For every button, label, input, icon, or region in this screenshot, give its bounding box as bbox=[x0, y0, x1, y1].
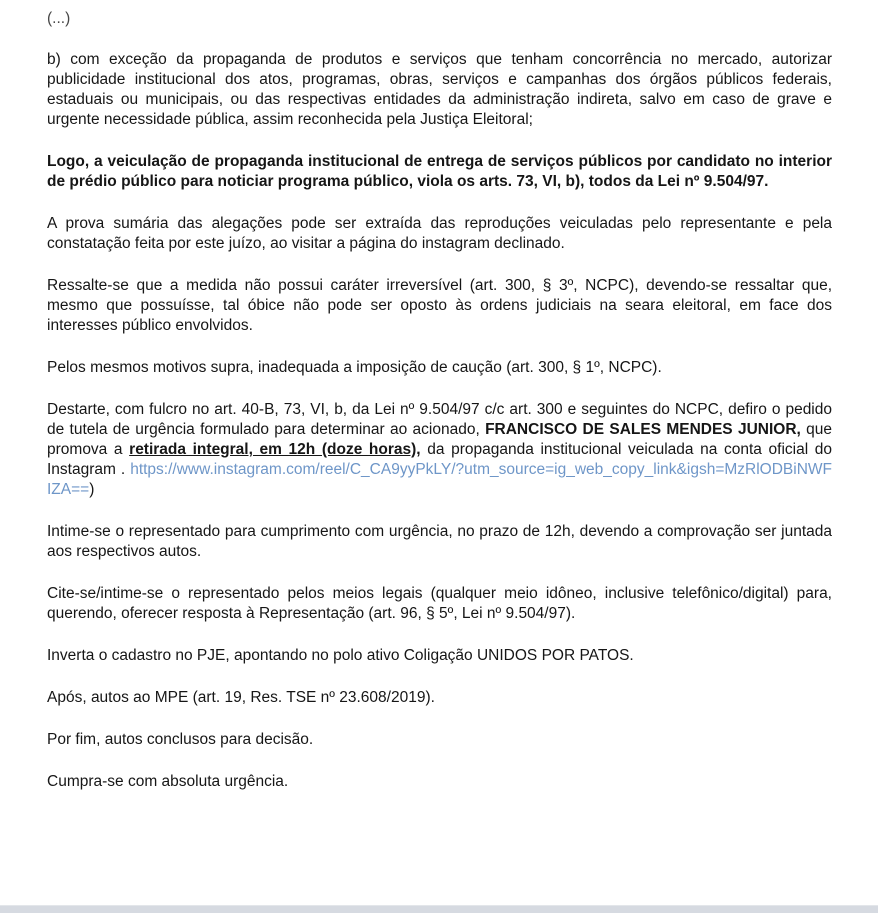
paragraph-urgency-closing: Cumpra-se com absoluta urgência. bbox=[47, 773, 289, 790]
paragraph-notification-compliance: Intime-se o representado para cumprimento com urgência, no prazo de 12h, devendo a comprovação ser juntada aos respectivos autos. bbox=[47, 523, 832, 560]
removal-deadline-emphasis: retirada integral, em 12h (doze horas), bbox=[129, 441, 421, 458]
paragraph-no-bond: Pelos mesmos motivos supra, inadequada a imposição de caução (art. 300, § 1º, NCPC). bbox=[47, 359, 662, 376]
paragraph-pje-registry: Inverta o cadastro no PJE, apontando no polo ativo Coligação UNIDOS POR PATOS. bbox=[47, 647, 634, 664]
order-lead-text: Destarte, com fulcro no art. 40-B, 73, VI, b, da Lei nº 9.504/97 c/c art. 300 e seguintes do NCPC, defiro o pedido de tutela de urgência formulado para determinar ao acionado, bbox=[47, 401, 832, 438]
paragraph-conclusos: Por fim, autos conclusos para decisão. bbox=[47, 731, 314, 748]
ellipsis-marker: (...) bbox=[47, 10, 71, 27]
order-mid-text: que promova a bbox=[47, 421, 832, 458]
paragraph-exception-clause: b) com exceção da propaganda de produtos e serviços que tenham concorrência no mercado, autorizar publicidade institucional dos atos, programas, obras, serviços e campanhas dos órgãos públicos federais, estaduais ou municipais, ou das respectivas entidades da administração indireta, salvo em caso de grave e urgente necessidade pública, assim reconhecida pela Justiça Eleitoral; bbox=[47, 51, 832, 128]
paragraph-violation-conclusion: Logo, a veiculação de propaganda institucional de entrega de serviços públicos por candidato no interior de prédio público para noticiar programa público, viola os arts. 73, VI, b), todos da Lei nº 9.504/97. bbox=[47, 153, 832, 190]
instagram-reel-link[interactable]: https://www.instagram.com/reel/C_CA9yyPkLY/?utm_source=ig_web_copy_link&igsh=MzRlODBiNWFIZA== bbox=[47, 461, 832, 498]
paragraph-irreversibility: Ressalte-se que a medida não possui caráter irreversível (art. 300, § 3º, NCPC), devendo-se ressaltar que, mesmo que possuísse, tal óbice não pode ser oposto às ordens judiciais na seara eleitoral, em face dos interesses público envolvidos. bbox=[47, 277, 832, 334]
respondent-name: FRANCISCO DE SALES MENDES JUNIOR, bbox=[485, 421, 801, 438]
paragraph-summary-evidence: A prova sumária das alegações pode ser extraída das reproduções veiculadas pelo representante e pela constatação feita por este juízo, ao visitar a página do instagram declinado. bbox=[47, 215, 832, 252]
paragraph-injunction-order bbox=[47, 400, 832, 500]
order-tail-text: da propaganda institucional veiculada na conta oficial do Instagram . bbox=[47, 441, 832, 478]
window-bottom-edge bbox=[0, 905, 878, 913]
closing-paren: ) bbox=[89, 481, 95, 498]
paragraph-citation-response: Cite-se/intime-se o representado pelos meios legais (qualquer meio idôneo, inclusive telefônico/digital) para, querendo, oferecer resposta à Representação (art. 96, § 5º, Lei nº 9.504/97). bbox=[47, 585, 832, 622]
paragraph-mpe-referral: Após, autos ao MPE (art. 19, Res. TSE nº 23.608/2019). bbox=[47, 689, 435, 706]
